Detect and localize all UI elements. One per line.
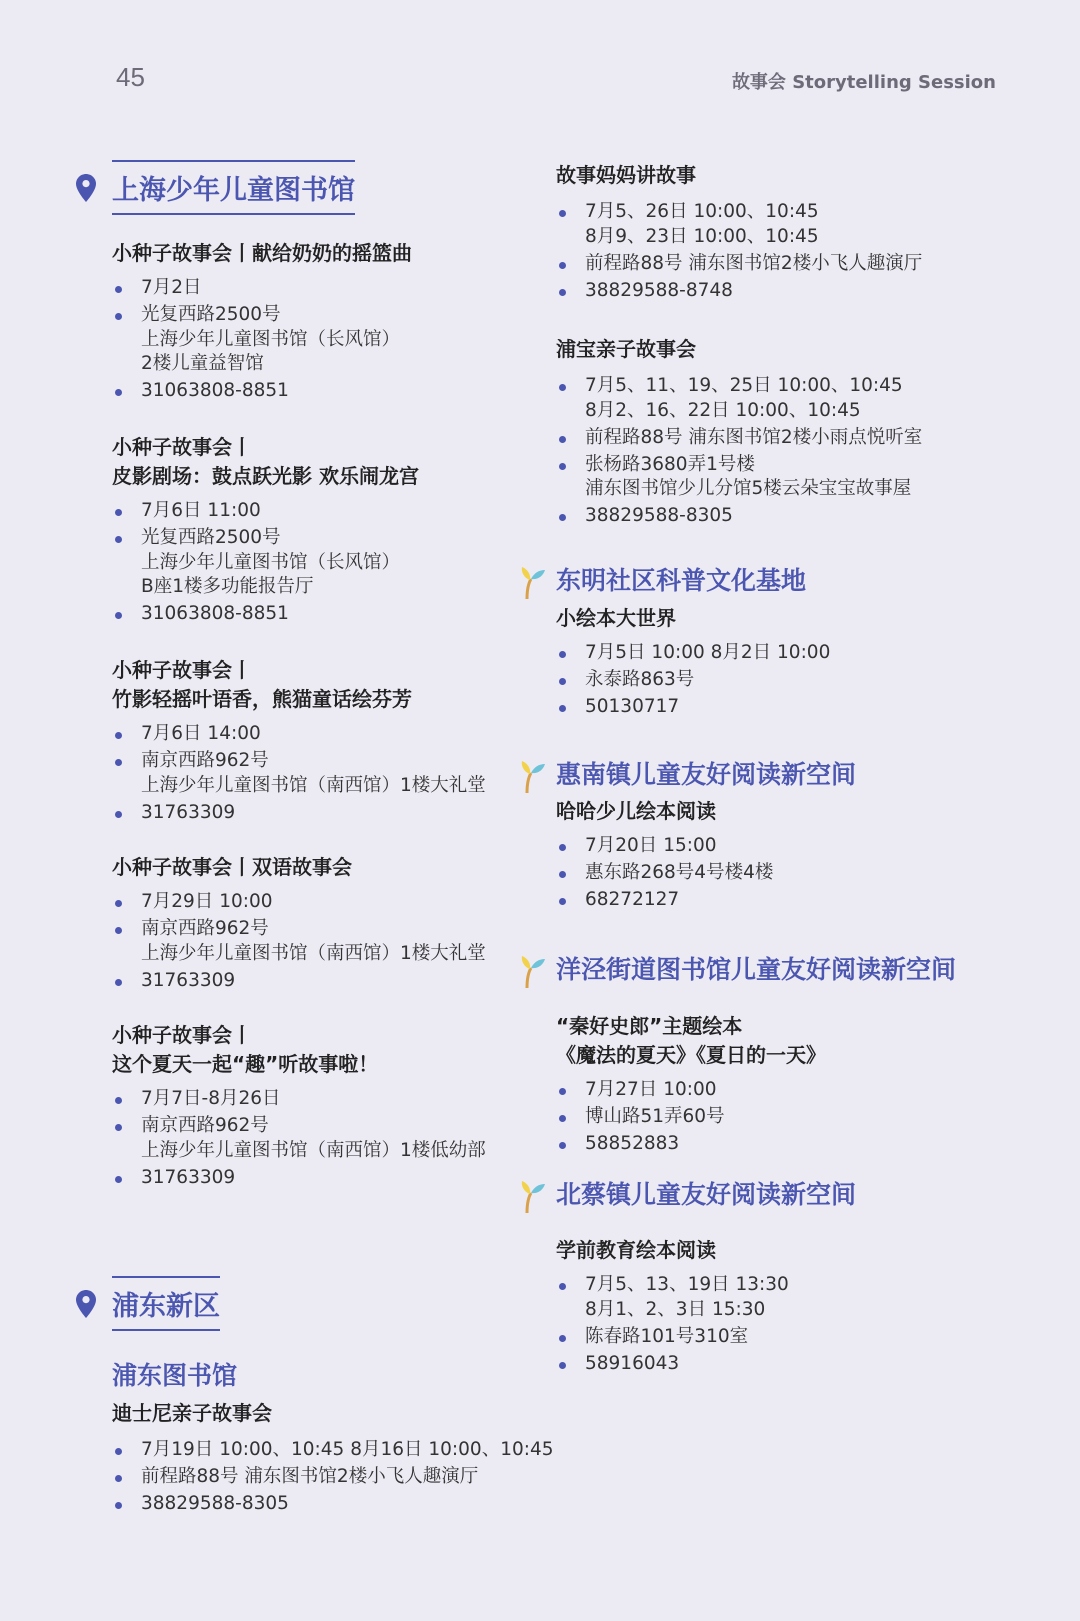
- event-address: [112, 1114, 486, 1163]
- event-block: [556, 161, 922, 306]
- detail-line: 50130717: [585, 696, 680, 717]
- event-date: [112, 276, 412, 301]
- detail-line: 7月7日-8月26日: [141, 1088, 281, 1109]
- event-phone: [556, 504, 922, 529]
- event-title: [556, 161, 922, 190]
- event-address: [556, 453, 922, 502]
- detail-line: 7月20日 15:00: [585, 835, 717, 856]
- event-block: [556, 797, 773, 915]
- detail-line: 前程路88号 浦东图书馆2楼小雨点悦听室: [585, 426, 923, 448]
- event-title-line: 小种子故事会丨: [112, 658, 252, 682]
- detail-line: 8月9、23日 10:00、10:45: [585, 225, 819, 247]
- detail-line: 上海少年儿童图书馆（南西馆）1楼低幼部: [141, 1139, 486, 1161]
- event-title: [556, 797, 773, 826]
- event-block: [556, 1236, 789, 1379]
- detail-line: 31763309: [141, 969, 236, 991]
- event-address: [112, 917, 486, 966]
- event-address: [556, 861, 773, 886]
- event-title: [112, 433, 419, 491]
- event-block: [112, 1021, 486, 1193]
- event-phone: [112, 379, 412, 404]
- event-phone: [556, 1132, 826, 1157]
- event-block: [112, 239, 412, 406]
- event-title: [112, 1399, 554, 1428]
- event-title-line: 小种子故事会丨: [112, 435, 252, 459]
- event-date: [556, 374, 922, 423]
- event-details: [112, 499, 419, 627]
- detail-line: 南京西路962号: [141, 750, 269, 771]
- event-title: [112, 1021, 486, 1079]
- detail-line: 8月1、2、3日 15:30: [585, 1298, 766, 1320]
- detail-line: 58916043: [585, 1352, 680, 1374]
- event-title-line: 小种子故事会丨: [112, 1023, 252, 1047]
- event-block: [556, 604, 830, 722]
- event-phone: [112, 1166, 486, 1191]
- detail-line: 7月5、11、19、25日 10:00、10:45: [585, 375, 903, 396]
- event-title-line: 《魔法的夏天》《夏日的一天》: [556, 1043, 826, 1067]
- event-address: [556, 252, 922, 277]
- event-title-line: 皮影剧场：鼓点跃光影 欢乐闹龙宫: [112, 464, 419, 488]
- venue-title-huinan: 惠南镇儿童友好阅读新空间: [556, 760, 857, 789]
- event-phone: [556, 888, 773, 913]
- detail-line: 38829588-8748: [585, 279, 733, 301]
- region-title-sh-children-library: 上海少年儿童图书馆: [112, 160, 355, 215]
- event-title-line: 小绘本大世界: [556, 606, 676, 630]
- event-title-line: 竹影轻摇叶语香，熊猫童话绘芬芳: [112, 687, 412, 711]
- detail-line: 7月5、13、19日 13:30: [585, 1274, 789, 1295]
- detail-line: 博山路51弄60号: [585, 1106, 725, 1127]
- location-pin-icon: [76, 174, 96, 202]
- detail-line: 8月2、16、22日 10:00、10:45: [585, 399, 861, 421]
- detail-line: 光复西路2500号: [141, 527, 281, 548]
- event-details: [112, 722, 486, 825]
- event-date: [112, 722, 486, 747]
- event-date: [556, 200, 922, 249]
- detail-line: 上海少年儿童图书馆（南西馆）1楼大礼堂: [141, 774, 486, 796]
- event-title-line: 这个夏天一起“趣”听故事啦！: [112, 1052, 379, 1076]
- event-title: [556, 335, 922, 364]
- event-title: [556, 1012, 826, 1070]
- event-address: [556, 668, 830, 693]
- event-date: [112, 499, 419, 524]
- event-address: [112, 526, 419, 600]
- event-address: [112, 749, 486, 798]
- event-block: [112, 853, 486, 996]
- detail-line: 38829588-8305: [585, 505, 733, 526]
- detail-line: 南京西路962号: [141, 1115, 269, 1136]
- event-details: [556, 1273, 789, 1376]
- event-details: [112, 890, 486, 993]
- event-block: [556, 335, 922, 531]
- detail-line: 31063808-8851: [141, 380, 289, 401]
- event-details: [112, 1438, 554, 1517]
- event-phone: [556, 695, 830, 720]
- detail-line: 上海少年儿童图书馆（长风馆）: [141, 328, 401, 350]
- detail-line: 前程路88号 浦东图书馆2楼小飞人趣演厅: [141, 1466, 479, 1487]
- event-details: [556, 641, 830, 720]
- event-phone: [556, 1352, 789, 1377]
- page-number: 45: [116, 62, 145, 92]
- region-title-pudong: 浦东新区: [112, 1276, 220, 1331]
- location-pin-icon: [76, 1290, 96, 1318]
- detail-line: 2楼儿童益智馆: [141, 353, 264, 374]
- detail-line: 7月5日 10:00 8月2日 10:00: [585, 642, 831, 663]
- event-title: [556, 1236, 789, 1265]
- detail-line: 张杨路3680弄1号楼: [585, 453, 755, 475]
- event-block: [112, 433, 419, 629]
- detail-line: 68272127: [585, 889, 680, 910]
- event-details: [556, 374, 922, 529]
- event-date: [556, 641, 830, 666]
- sprout-icon: [514, 1180, 548, 1214]
- event-date: [556, 834, 773, 859]
- event-address: [556, 426, 922, 451]
- event-date: [556, 1273, 789, 1322]
- event-address: [112, 1465, 554, 1490]
- event-title-line: “秦好史郎”主题绘本: [556, 1014, 743, 1038]
- venue-title-dongming: 东明社区科普文化基地: [556, 566, 807, 595]
- sprout-icon: [514, 760, 548, 794]
- detail-line: 7月2日: [141, 277, 202, 298]
- event-details: [556, 200, 922, 303]
- detail-line: 7月27日 10:00: [585, 1079, 717, 1100]
- event-details: [556, 834, 773, 913]
- detail-line: 7月6日 11:00: [141, 500, 261, 521]
- event-phone: [112, 602, 419, 627]
- detail-line: 31063808-8851: [141, 603, 289, 624]
- detail-line: 上海少年儿童图书馆（长风馆）: [141, 551, 401, 573]
- event-phone: [112, 1492, 554, 1517]
- event-phone: [112, 801, 486, 826]
- event-date: [112, 890, 486, 915]
- event-block: [112, 656, 486, 828]
- detail-line: 7月19日 10:00、10:45 8月16日 10:00、10:45: [141, 1439, 554, 1460]
- event-title-line: 学前教育绘本阅读: [556, 1238, 716, 1262]
- event-title-line: 故事妈妈讲故事: [556, 163, 696, 187]
- detail-line: 南京西路962号: [141, 918, 269, 939]
- event-title: [112, 853, 486, 882]
- detail-line: 31763309: [141, 801, 236, 823]
- event-address: [112, 303, 412, 377]
- detail-line: 38829588-8305: [141, 1493, 289, 1514]
- detail-line: 上海少年儿童图书馆（南西馆）1楼大礼堂: [141, 942, 486, 964]
- event-details: [556, 1078, 826, 1157]
- event-title: [112, 239, 412, 268]
- event-block: [556, 1012, 826, 1159]
- event-title-line: 小种子故事会丨献给奶奶的摇篮曲: [112, 241, 412, 265]
- detail-line: 31763309: [141, 1166, 236, 1188]
- event-title-line: 迪士尼亲子故事会: [112, 1401, 272, 1425]
- event-date: [556, 1078, 826, 1103]
- detail-line: 7月5、26日 10:00、10:45: [585, 201, 819, 222]
- detail-line: 7月6日 14:00: [141, 723, 261, 744]
- event-address: [556, 1105, 826, 1130]
- event-address: [556, 1325, 789, 1350]
- event-date: [112, 1087, 486, 1112]
- detail-line: 陈春路101号310室: [585, 1325, 749, 1347]
- event-date: [112, 1438, 554, 1463]
- event-title-line: 哈哈少儿绘本阅读: [556, 799, 716, 823]
- detail-line: B座1楼多功能报告厅: [141, 576, 314, 597]
- event-details: [112, 1087, 486, 1190]
- detail-line: 永泰路863号: [585, 669, 695, 690]
- venue-title-pudong-library: 浦东图书馆: [112, 1361, 238, 1390]
- sprout-icon: [514, 566, 548, 600]
- venue-title-beicai: 北蔡镇儿童友好阅读新空间: [556, 1180, 857, 1209]
- event-title-line: 小种子故事会丨双语故事会: [112, 855, 352, 879]
- event-phone: [112, 969, 486, 994]
- detail-line: 惠东路268号4号楼4楼: [585, 862, 774, 883]
- detail-line: 前程路88号 浦东图书馆2楼小飞人趣演厅: [585, 252, 923, 274]
- running-head: 故事会 Storytelling Session: [731, 72, 996, 93]
- detail-line: 光复西路2500号: [141, 304, 281, 325]
- detail-line: 7月29日 10:00: [141, 891, 273, 912]
- event-title-line: 浦宝亲子故事会: [556, 337, 696, 361]
- event-details: [112, 276, 412, 404]
- event-phone: [556, 279, 922, 304]
- detail-line: 浦东图书馆少儿分馆5楼云朵宝宝故事屋: [585, 478, 912, 499]
- event-title: [556, 604, 830, 633]
- event-block: [112, 1399, 554, 1519]
- sprout-icon: [514, 955, 548, 989]
- venue-title-yangjing: 洋泾街道图书馆儿童友好阅读新空间: [556, 955, 957, 984]
- event-title: [112, 656, 486, 714]
- detail-line: 58852883: [585, 1133, 680, 1154]
